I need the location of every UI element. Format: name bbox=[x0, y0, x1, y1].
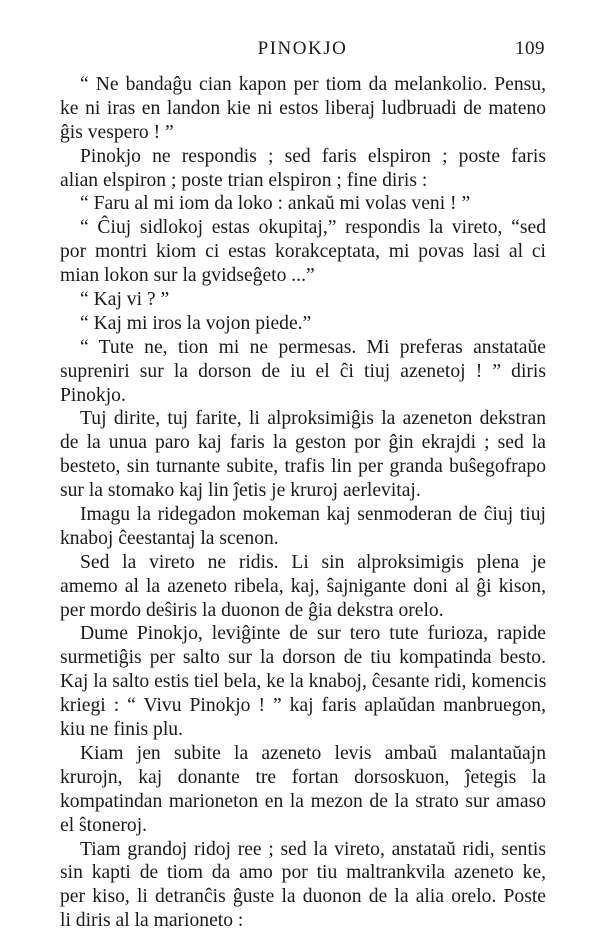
text-line: kriegi : “ Vivu Pinokjo ! ” kaj faris aplaŭdan manbruegon, bbox=[60, 695, 546, 717]
text-line: krurojn, kaj donante tre fortan dorsoskuon, ĵetegis la bbox=[60, 766, 546, 788]
text-line: alian elspiron ; poste trian elspiron ; fine diris : bbox=[60, 169, 428, 191]
text-line: besteto, sin turnante subite, trafis lin per granda buŝegofrapo bbox=[60, 456, 546, 478]
text-line: per kiso, li detranĉis ĝuste la duonon de la alia orelo. Poste bbox=[60, 886, 546, 908]
text-line: Pinokjo. bbox=[60, 384, 126, 406]
text-line: kompatindan marioneton en la mezon de la strato sur amaso bbox=[60, 790, 546, 812]
body-text bbox=[60, 73, 546, 933]
text-line: per mordo deŝiris la duonon de ĝia dekstra orelo. bbox=[60, 599, 444, 621]
text-line: sin kapti de tiom da amo por tiu maltrankvila azeneto ke, bbox=[60, 862, 546, 884]
text-line: mian lokon sur la gvidseĝeto ...” bbox=[60, 265, 315, 287]
text-line: knaboj ĉeestantaj la scenon. bbox=[60, 527, 279, 549]
running-head bbox=[60, 38, 545, 62]
running-title: PINOKJO bbox=[257, 38, 348, 59]
text-line: “ Ĉiuj sidlokoj estas okupitaj,” respondis la vireto, “sed bbox=[80, 217, 546, 239]
text-line: supreniri sur la dorson de iu el ĉi tiuj azenetoj ! ” diris bbox=[60, 360, 546, 382]
text-line: por montri kiom ci estas korakceptata, mi povas lasi al ci bbox=[60, 241, 546, 263]
text-line: amemo al la azeneto ribela, kaj, ŝajnigante doni al ĝi kison, bbox=[60, 575, 546, 597]
text-line: Pinokjo ne respondis ; sed faris elspiron ; poste faris bbox=[80, 145, 546, 167]
text-line: kiu ne finis plu. bbox=[60, 719, 183, 741]
text-line: Tiam grandoj ridoj ree ; sed la vireto, anstataŭ ridi, sentis bbox=[80, 838, 546, 860]
text-line: ke ni iras en landon kie ni estos liberaj ludbruadi de mateno bbox=[60, 97, 546, 119]
text-line: “ Kaj vi ? ” bbox=[80, 289, 170, 311]
text-line: “ Tute ne, tion mi ne permesas. Mi preferas anstataŭe bbox=[80, 336, 546, 358]
text-line: surmetiĝis per salto sur la dorson de tiu kompatinda besto. bbox=[60, 647, 546, 669]
text-line: “ Ne bandaĝu cian kapon per tiom da melankolio. Pensu, bbox=[80, 74, 546, 95]
text-line: li diris al la marioneto : bbox=[60, 910, 244, 932]
text-line: “ Faru al mi iom da loko : ankaŭ mi volas veni ! ” bbox=[80, 193, 471, 215]
text-line: Imagu la ridegadon mokeman kaj senmoderan de ĉiuj tiuj bbox=[80, 504, 546, 526]
text-line: Sed la vireto ne ridis. Li sin alproksimigis plena je bbox=[80, 551, 546, 573]
text-line: de la unua paro kaj faris la geston por ĝin ekrajdi ; sed la bbox=[60, 432, 546, 454]
text-line: el ŝtoneroj. bbox=[60, 814, 148, 836]
page-number: 109 bbox=[515, 38, 545, 59]
text-line: sur la stomako kaj lin ĵetis je kruroj aerlevitaj. bbox=[60, 480, 421, 502]
text-line: Kiam jen subite la azeneto levis ambaŭ malantaŭajn bbox=[80, 742, 546, 764]
text-line: ĝis vespero ! ” bbox=[60, 121, 174, 143]
text-line: “ Kaj mi iros la vojon piede.” bbox=[80, 312, 312, 334]
text-line: Tuj dirite, tuj farite, li alproksimiĝis la azeneton dekstran bbox=[80, 408, 546, 430]
text-line: Dume Pinokjo, leviĝinte de sur tero tute furioza, rapide bbox=[80, 623, 546, 645]
text-line: Kaj la salto estis tiel bela, ke la knaboj, ĉesante ridi, komencis bbox=[60, 671, 547, 693]
